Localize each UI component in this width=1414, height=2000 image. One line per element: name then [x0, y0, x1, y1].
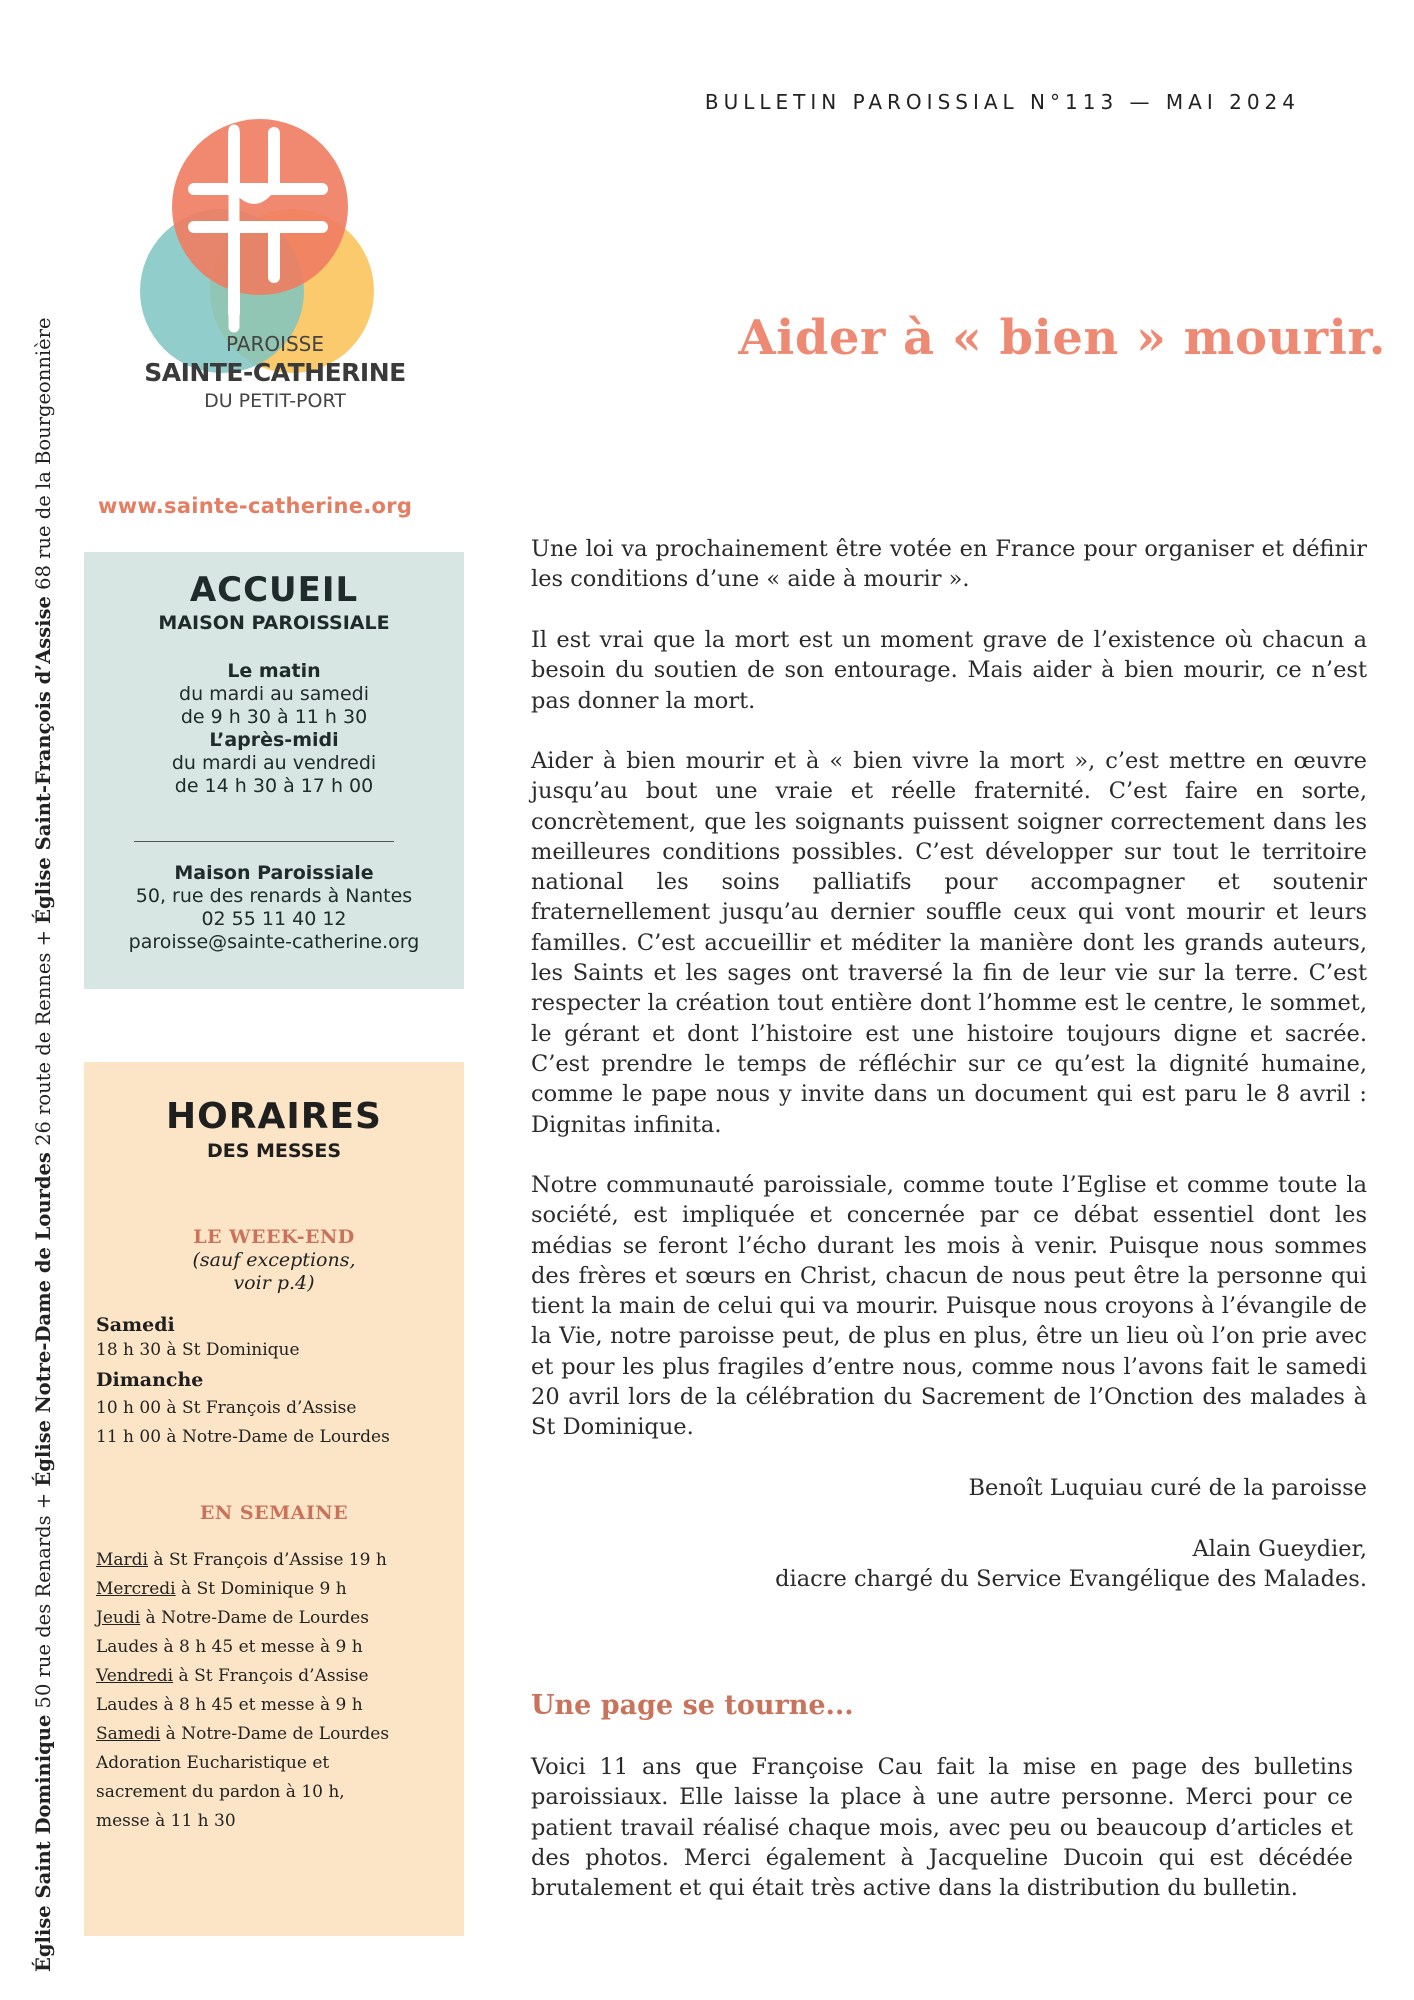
horaires-subtitle: DES MESSES [206, 1140, 342, 1162]
dimanche-label: Dimanche [96, 1369, 204, 1391]
logo-line-name: SAINTE-CATHERINE [144, 358, 406, 387]
morning-days: du mardi au samedi [179, 683, 369, 705]
semaine-day: Vendredi [96, 1666, 174, 1686]
semaine-line [96, 1724, 389, 1744]
semaine-line [96, 1666, 369, 1686]
samedi-mass: 18 h 30 à St Dominique [96, 1340, 300, 1360]
afternoon-days: du mardi au vendredi [171, 752, 377, 774]
address-label: Maison Paroissiale [174, 862, 374, 884]
semaine-text: à Notre-Dame de Lourdes [160, 1724, 390, 1744]
semaine-line [96, 1753, 329, 1773]
signature-diacre-name: Alain Gueydier, [1192, 1536, 1367, 1562]
morning-label: Le matin [227, 660, 321, 682]
semaine-text: à St François d’Assise 19 h [148, 1550, 387, 1570]
church-name-1: Église Saint Dominique [32, 1714, 55, 1972]
semaine-text: Adoration Eucharistique et [96, 1753, 330, 1773]
church-name-3: Église Saint-François d’Assise [32, 596, 55, 924]
accueil-box [84, 552, 464, 989]
logo-line-paroisse: PAROISSE [225, 332, 325, 356]
semaine-line [96, 1695, 363, 1715]
semaine-line [96, 1637, 363, 1657]
dimanche-mass-2: 11 h 00 à Notre-Dame de Lourdes [96, 1427, 390, 1447]
afternoon-label: L’après-midi [209, 729, 339, 751]
semaine-text: à St Dominique 9 h [175, 1579, 347, 1599]
semaine-line [96, 1782, 345, 1802]
church-name-2: Église Notre-Dame de Lourdes [32, 1152, 55, 1487]
semaine-line [96, 1579, 347, 1599]
semaine-text: à Notre-Dame de Lourdes [140, 1608, 369, 1628]
article-title: Aider à « bien » mourir. [738, 310, 1386, 366]
accueil-title: ACCUEIL [189, 570, 359, 610]
vertical-address-strip [32, 272, 55, 1972]
bulletin-header: BULLETIN PAROISSIAL N°113 — MAI 2024 [704, 90, 1300, 114]
church-address-2: 26 route de Rennes + [32, 923, 55, 1153]
church-address-3: 68 rue de la Bourgeonnière [32, 317, 55, 597]
semaine-text: messe à 11 h 30 [96, 1811, 236, 1831]
signature-diacre-role: diacre chargé du Service Evangélique des Malades. [775, 1566, 1367, 1592]
page-turns-heading: Une page se tourne... [531, 1690, 854, 1721]
article-paragraph-1: Une loi va prochainement être votée en France pour organiser et définir les conditions d’une « aide à mourir ». [531, 536, 1367, 593]
weekend-heading: LE WEEK-END [193, 1226, 355, 1248]
page-turns-text: Voici 11 ans que Françoise Cau fait la mise en page des bulletins paroissiaux. Elle laisse la place à une autre personne. Merci pour ce patient travail réalisé chaque mois, avec peu ou beaucoup d’articles et des photos. Merci également à Jacqueline Ducoin qui est décédée brutalement et qui était très active dans la distribution du bulletin. [531, 1754, 1353, 1902]
semaine-text: à St François d’Assise [173, 1666, 369, 1686]
semaine-text: Laudes à 8 h 45 et messe à 9 h [96, 1695, 363, 1715]
weekend-note-1: (sauf exceptions, [192, 1249, 356, 1271]
horaires-title: HORAIRES [166, 1096, 382, 1137]
article-paragraph-2: Il est vrai que la mort est un moment grave de l’existence où chacun a besoin du soutien de son entourage. Mais aider à bien mourir, ce n’est pas donner la mort. [531, 627, 1367, 714]
semaine-line [96, 1550, 387, 1570]
horaires-box [84, 1062, 464, 1936]
semaine-day: Samedi [96, 1724, 161, 1744]
semaine-day: Mardi [96, 1550, 148, 1570]
weekend-note-2: voir p.4) [233, 1272, 315, 1294]
semaine-line [96, 1811, 236, 1831]
address: 50, rue des renards à Nantes [135, 885, 413, 907]
afternoon-hours: de 14 h 30 à 17 h 00 [174, 775, 374, 797]
article-paragraph-3: Aider à bien mourir et à « bien vivre la mort », c’est mettre en œuvre jusqu’au bout une vraie et réelle fraternité. C’est faire en sorte, concrètement, que les soignants puissent soigner correctement dans les meilleures conditions possibles. C’est développer sur tout le territoire national les soins palliatifs pour accompagner et soutenir fraternellement jusqu’au dernier souffle ceux qui vont mourir et leurs familles. C’est accueillir et méditer la manière dont les grands auteurs, les Saints et les sages ont traversé la fin de leur vie sur la terre. C’est respecter la création tout entière dont l’homme est le centre, le sommet, le gérant et dont l’histoire est une histoire toujours digne et sacrée. C’est prendre le temps de réfléchir sur ce qu’est la dignité humaine, comme le pape nous y invite dans un document qui est paru le 8 avril : Dignitas infinita. [531, 748, 1367, 1138]
logo-line-place: DU PETIT-PORT [204, 390, 346, 412]
semaine-line [96, 1608, 369, 1628]
semaine-heading: EN SEMAINE [199, 1502, 349, 1524]
morning-hours: de 9 h 30 à 11 h 30 [180, 706, 368, 728]
dimanche-mass-1: 10 h 00 à St François d’Assise [96, 1398, 357, 1418]
phone: 02 55 11 40 12 [201, 908, 347, 930]
accueil-subtitle: MAISON PAROISSIALE [158, 612, 390, 634]
semaine-day: Mercredi [96, 1579, 176, 1599]
semaine-day: Jeudi [96, 1608, 141, 1628]
website-link[interactable]: www.sainte-catherine.org [98, 494, 413, 518]
email[interactable]: paroisse@sainte-catherine.org [128, 931, 420, 953]
article-paragraph-4: Notre communauté paroissiale, comme toute l’Eglise et comme toute la société, est impliquée et concernée par ce débat essentiel dont les médias se feront l’écho durant les mois à venir. Puisque nous sommes des frères et sœurs en Christ, chacun de nous peut être la personne qui tient la main de celui qui va mourir. Puisque nous croyons à l’évangile de la Vie, notre paroisse peut, de plus en plus, être un lieu où l’on prie avec et pour les plus fragiles d’entre nous, comme nous l’avons fait le samedi 20 avril lors de la célébration du Sacrement de l’Onction des malades à St Dominique. [531, 1172, 1367, 1441]
semaine-text: sacrement du pardon à 10 h, [96, 1782, 345, 1802]
signature-cure: Benoît Luquiau curé de la paroisse [968, 1475, 1367, 1501]
semaine-text: Laudes à 8 h 45 et messe à 9 h [96, 1637, 363, 1657]
church-address-1: 50 rue des Renards + [32, 1486, 55, 1715]
divider [134, 841, 394, 842]
samedi-label: Samedi [96, 1314, 175, 1336]
